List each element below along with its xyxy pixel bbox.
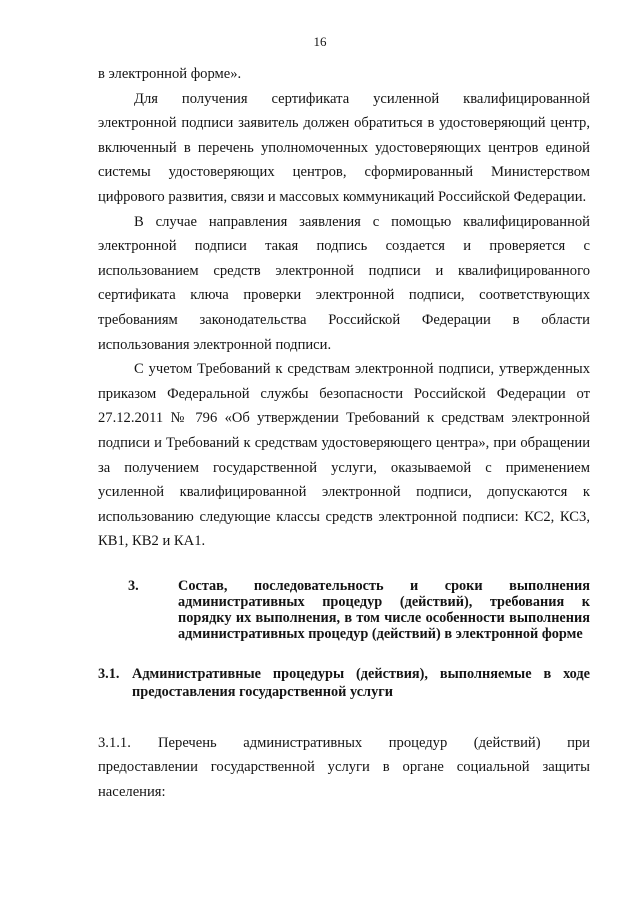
section-title: Состав, последовательность и сроки выполнения административных процедур (действий), требования к порядку их выполнения, в том числе особенности выполнения административных процедур (действий) в электронной форме xyxy=(178,577,590,642)
paragraph-continuation: в электронной форме». xyxy=(98,66,242,82)
paragraph-requirements: С учетом Требований к средствам электронной подписи, утвержденных приказом Федеральной службы безопасности Российской Федерации от 27.12.2011 № 796 «Об утверждении Требований к средствам электронной подписи и Требований к средствам удостоверяющего центра», при обращении за получением государственной услуги, оказываемой с применением усиленной квалифицированной электронной подписи, допускаются к использованию следующие классы средств электронной подписи: КС2, КС3, КВ1, КВ2 и КА1. xyxy=(98,361,590,550)
section-number: 3. xyxy=(128,577,139,594)
page-number: 16 xyxy=(313,34,327,49)
item-text: Перечень административных процедур (действий) при предоставлении государственной услуги в органе социальной защиты населения: xyxy=(98,734,590,801)
subsection-number: 3.1. xyxy=(98,665,120,682)
item-number: 3.1.1. xyxy=(98,734,131,751)
paragraph-signature: В случае направления заявления с помощью квалифицированной электронной подписи такая подпись создается и проверяется с использованием средств электронной подписи и квалифицированного сертификата ключа проверки электронной подписи, соответствующих требованиям законодательства Российской Федерации в области использования электронной подписи. xyxy=(98,213,590,353)
document-body xyxy=(98,62,590,805)
subsection-heading xyxy=(98,665,590,701)
item-paragraph xyxy=(98,731,590,805)
subsection-title: Административные процедуры (действия), выполняемые в ходе предоставления государственной услуги xyxy=(132,665,590,700)
section-heading xyxy=(98,578,590,642)
paragraph-certificate: Для получения сертификата усиленной квалифицированной электронной подписи заявитель должен обратиться в удостоверяющий центр, включенный в перечень уполномоченных удостоверяющих центров единой системы удостоверяющих центров, сформированный Министерством цифрового развития, связи и массовых коммуникаций Российской Федерации. xyxy=(98,90,590,205)
